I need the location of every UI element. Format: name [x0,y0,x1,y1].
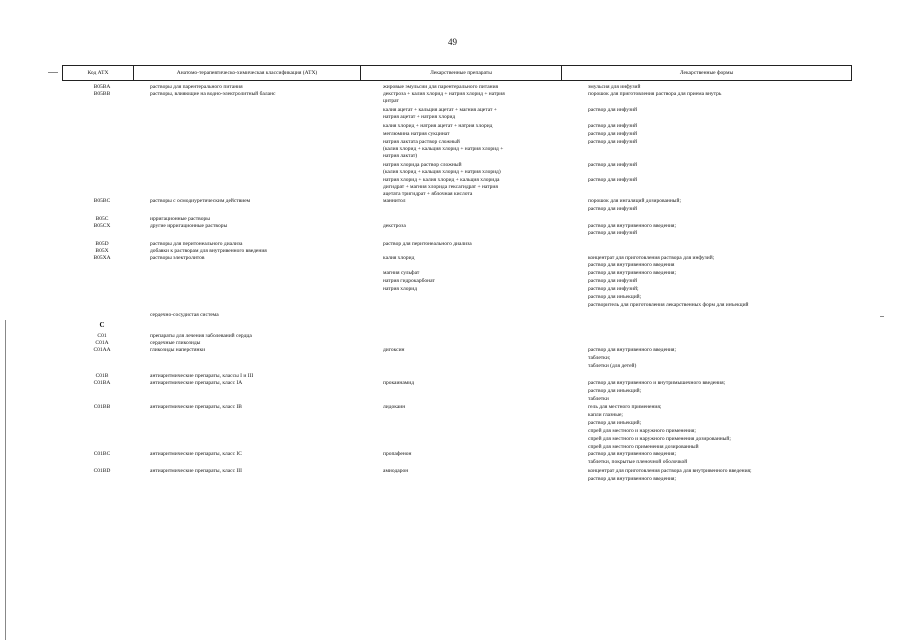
atc-code-cell: B05CX [93,223,111,229]
atc-code-cell: B05BA [93,84,111,90]
drug-cell: жировые эмульсии для парентерального питания [383,84,499,90]
drug-cell: калия ацетат + кальция ацетат + магния ацетат + [383,107,497,113]
drug-cell: натрия хлорида раствор сложный [383,162,462,168]
drug-cell: лидокаин [383,404,406,410]
dosage-form-cell: раствор для инфузий [588,107,638,113]
dosage-form-cell: раствор для внутривенного введения [588,262,675,268]
atc-code-cell: C01AA [93,347,111,353]
drug-cell: дигидрат + магния хлорида гексагидрат + натрия [383,184,498,190]
atc-code-cell: C01BB [93,404,111,410]
dosage-form-cell: таблетки (для детей) [588,363,637,369]
dosage-form-cell: таблетки; [588,355,611,361]
dosage-form-cell: раствор для внутривенного введения; [588,451,676,457]
atc-code-cell: B05C [95,216,109,222]
classification-cell: сердечно-сосудистая система [150,312,219,318]
classification-cell: сердечные гликозиды [150,340,201,346]
classification-cell: другие ирригационные растворы [150,223,228,229]
drug-cell: раствор для перитонеального диализа [383,241,472,247]
dosage-form-cell: концентрат для приготовления раствора для внутривенного введения; [588,468,752,474]
drug-cell: ацетата тригидрат + яблочная кислота [383,191,473,197]
classification-cell: добавки к растворам для внутривенного введения [150,248,267,254]
drug-cell: прокаинамид [383,380,415,386]
atc-code-cell: C01 [97,333,107,339]
drug-cell: амиодарон [383,468,409,474]
dosage-form-cell: порошок для приготовления раствора для приема внутрь [588,91,722,97]
header-atc-classification: Анатомо-терапевтическо-химическая классификация (АТХ) [134,66,361,81]
drug-cell: калия хлорид [383,255,415,261]
classification-cell: антиаритмические препараты, класс IB [150,404,242,410]
drug-cell: магния сульфат [383,270,420,276]
classification-cell: растворы для перитонеального диализа [150,241,243,247]
dosage-form-cell: эмульсия для инфузий [588,84,641,90]
atc-code-cell: B05X [95,248,109,254]
dosage-form-cell: раствор для внутривенного введения; [588,223,676,229]
dosage-form-cell: спрей для местного применения дозированный [588,444,699,450]
dosage-form-cell: раствор для инфузий [588,206,638,212]
dosage-form-cell: раствор для инфузий [588,278,638,284]
atc-code-cell: C01BC [93,451,111,457]
atc-code-cell: C01BA [93,380,111,386]
table-header [62,65,852,81]
drug-cell: натрия гидрокарбонат [383,278,435,284]
dosage-form-cell: таблетки [588,396,609,402]
classification-cell: антиаритмические препараты, класс III [150,468,242,474]
classification-cell: растворы с осмодиуретическим действием [150,198,251,204]
header-drugs: Лекарственные препараты [361,66,562,81]
drug-cell: натрия хлорид + калия хлорид + кальция хлорида [383,177,500,183]
dosage-form-cell: раствор для внутривенного и внутримышечного введения; [588,380,726,386]
atc-code-cell: C01A [95,340,109,346]
atc-code-cell: B05XA [93,255,111,261]
drug-cell: дигоксин [383,347,405,353]
drug-cell: пропафенон [383,451,412,457]
classification-cell: антиаритмические препараты, класс IA [150,380,243,386]
atc-code-cell: B05D [95,241,109,247]
drug-cell: калия хлорид + натрия ацетат + натрия хлорид [383,123,493,129]
dosage-form-cell: таблетки, покрытые пленочной оболочкой [588,459,688,465]
classification-cell: растворы для парентерального питания [150,84,243,90]
atc-code-cell: C01BD [93,468,111,474]
header-atc-code: Код АТХ [63,66,134,81]
atc-code-cell: C01B [95,373,109,379]
drug-cell: (калия хлорид + кальция хлорид + натрия хлорид + [383,146,504,152]
dosage-form-cell: раствор для инфузий [588,230,638,236]
dosage-form-cell: спрей для местного и наружного применения дозированный; [588,436,731,442]
dosage-form-cell: раствор для инфузий [588,139,638,145]
dosage-form-cell: раствор для инфузий [588,162,638,168]
dosage-form-cell: раствор для внутривенного введения; [588,476,676,482]
dosage-form-cell: концентрат для приготовления раствора для инфузий; [588,255,715,261]
drug-cell: натрия хлорид [383,286,418,292]
dosage-form-cell: раствор для инъекций; [588,420,642,426]
atc-code-cell: B05BB [93,91,111,97]
atc-code-cell: C [99,321,105,329]
dosage-form-cell: гель для местного применения; [588,404,662,410]
classification-cell: растворы электролитов [150,255,205,261]
margin-mark-right [880,316,884,317]
dosage-form-cell: капли глазные; [588,412,623,418]
dosage-form-cell: раствор для инфузий [588,177,638,183]
margin-line [5,320,6,640]
dosage-form-cell: раствор для инъекций; [588,388,642,394]
dosage-form-cell: порошок для ингаляций дозированный; [588,198,681,204]
dosage-form-cell: спрей для местного и наружного применения; [588,428,696,434]
drug-cell: (калия хлорид + кальция хлорид + натрия хлорид) [383,169,501,175]
atc-code-cell: B05BC [93,198,111,204]
drug-cell: цитрат [383,98,399,104]
margin-mark [48,72,58,73]
drug-cell: декстроза + калия хлорид + натрия хлорид + натрия [383,91,505,97]
dosage-form-cell: растворитель для приготовления лекарственных форм для инъекций [588,302,749,308]
dosage-form-cell: раствор для инфузий [588,123,638,129]
page-number: 49 [448,37,457,47]
drug-cell: маннитол [383,198,406,204]
classification-cell: гликозиды наперстянки [150,347,206,353]
classification-cell: растворы, влияющие на водно-электролитный баланс [150,91,276,97]
dosage-form-cell: раствор для инъекций; [588,294,642,300]
classification-cell: ирригационные растворы [150,216,210,222]
dosage-form-cell: раствор для инфузий [588,131,638,137]
drug-cell: декстроза [383,223,406,229]
drug-cell: натрия лактата раствор сложный [383,139,460,145]
classification-cell: антиаритмические препараты, классы I и III [150,373,254,379]
dosage-form-cell: раствор для внутривенного введения; [588,347,676,353]
drug-cell: натрия ацетат + натрия хлорид [383,114,456,120]
classification-cell: антиаритмические препараты, класс IC [150,451,242,457]
classification-cell: препараты для лечения заболеваний сердца [150,333,252,339]
dosage-form-cell: раствор для внутривенного введения; [588,270,676,276]
header-dosage-forms: Лекарственные формы [562,66,852,81]
drug-cell: натрия лактат) [383,153,418,159]
drug-cell: меглюмина натрия сукцинат [383,131,450,137]
dosage-form-cell: раствор для инфузий; [588,286,639,292]
